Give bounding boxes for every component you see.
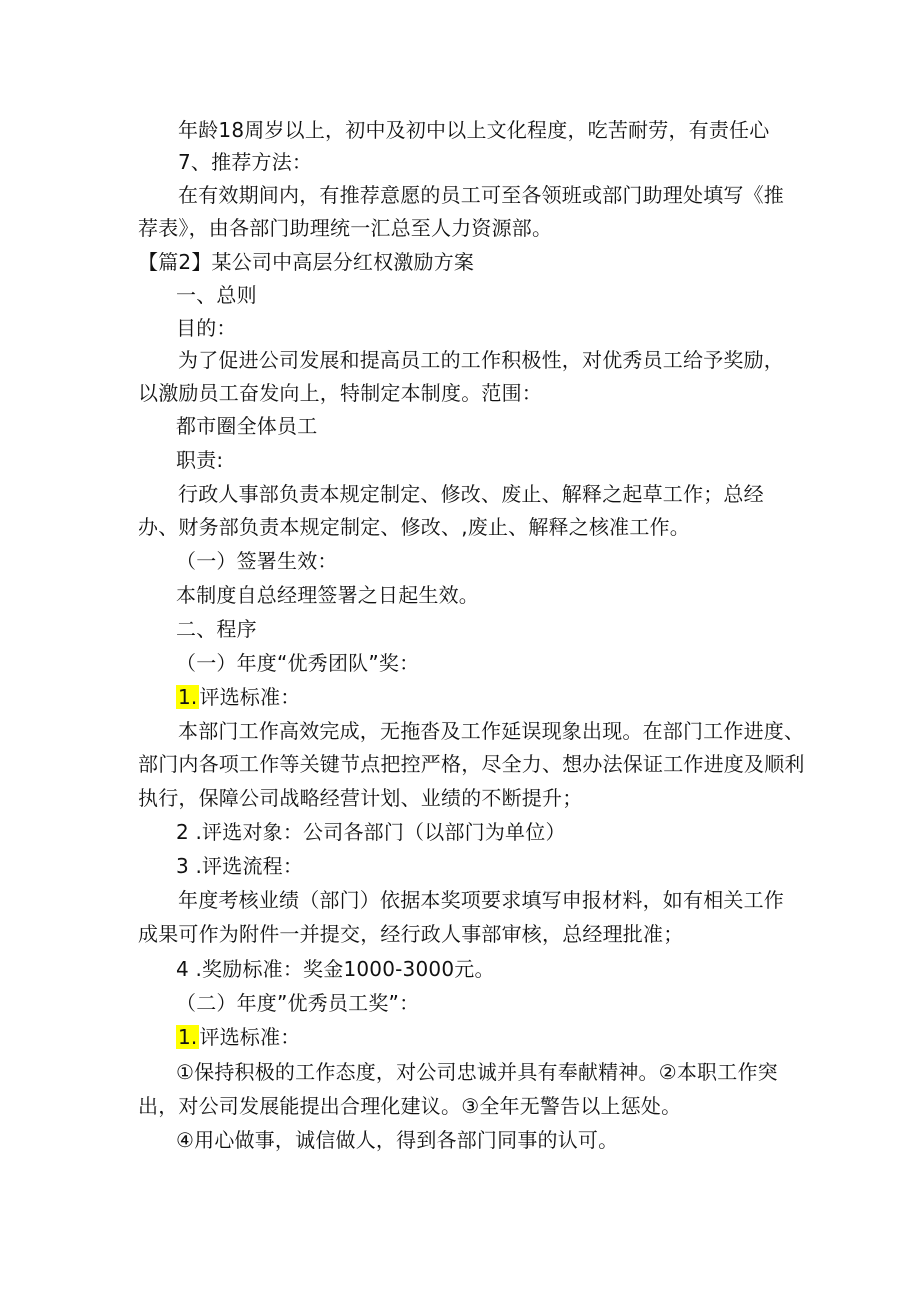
text-line: 部门内各项工作等关键节点把控严格，尽全力、想办法保证工作进度及顺利 xyxy=(138,752,805,776)
text-line: 出，对公司发展能提出合理化建议。③全年无警告以上惩处。 xyxy=(138,1094,682,1118)
highlighted-number: 1. xyxy=(178,685,198,709)
section-heading: 二、程序 xyxy=(176,617,257,641)
text-line: 以激励员工奋发向上，特制定本制度。范围： xyxy=(138,381,542,405)
text-line: 年龄18周岁以上，初中及初中以上文化程度，吃苦耐劳，有责任心 xyxy=(178,118,770,142)
text-span: 评选标准： xyxy=(199,685,301,709)
text-line: 荐表》，由各部门助理统一汇总至人力资源部。 xyxy=(138,216,553,240)
subheading: （一）年度“优秀团队”奖： xyxy=(176,651,420,675)
subheading: （二）年度”优秀员工奖”： xyxy=(176,991,420,1015)
text-line: 目的： xyxy=(176,316,237,340)
subheading: （一）签署生效： xyxy=(176,549,338,573)
section-heading: 【篇2】某公司中高层分红权激励方案 xyxy=(138,250,475,274)
criteria-line-team xyxy=(176,683,300,711)
text-line: 行政人事部负责本规定制定、修改、废止、解释之起草工作；总经 xyxy=(178,482,764,506)
text-line: 在有效期间内，有推荐意愿的员工可至各领班或部门助理处填写《推 xyxy=(178,183,784,207)
text-line: 都市圈全体员工 xyxy=(176,414,318,438)
section-heading: 一、总则 xyxy=(176,283,257,307)
text-line: 7、推荐方法： xyxy=(178,150,313,174)
text-line: 3 .评选流程： xyxy=(176,854,304,878)
text-line: 成果可作为附件一并提交，经行政人事部审核，总经理批准； xyxy=(138,922,684,946)
text-line: ④用心做事，诚信做人，得到各部门同事的认可。 xyxy=(176,1128,619,1152)
text-line: 办、财务部负责本规定制定、修改、,废止、解释之核准工作。 xyxy=(138,515,690,539)
text-line: 年度考核业绩（部门）依据本奖项要求填写申报材料，如有相关工作 xyxy=(178,888,784,912)
text-line: 2 .评选对象：公司各部门（以部门为单位） xyxy=(176,820,566,844)
text-line: 为了促进公司发展和提高员工的工作积极性，对优秀员工给予奖励， xyxy=(178,348,784,372)
text-span: 评选标准： xyxy=(199,1025,301,1049)
text-line: 本制度自总经理签署之日起生效。 xyxy=(176,583,479,607)
text-line: 本部门工作高效完成，无拖沓及工作延误现象出现。在部门工作进度、 xyxy=(178,719,805,743)
text-line: 4 .奖励标准：奖金1000-3000元。 xyxy=(176,957,495,981)
text-line: 职责: xyxy=(176,448,224,472)
criteria-line-staff xyxy=(176,1023,300,1051)
text-line: 执行，保障公司战略经营计划、业绩的不断提升； xyxy=(138,786,583,810)
highlighted-number: 1. xyxy=(178,1025,198,1049)
text-line: ①保持积极的工作态度，对公司忠诚并具有奉献精神。②本职工作突 xyxy=(176,1060,778,1084)
